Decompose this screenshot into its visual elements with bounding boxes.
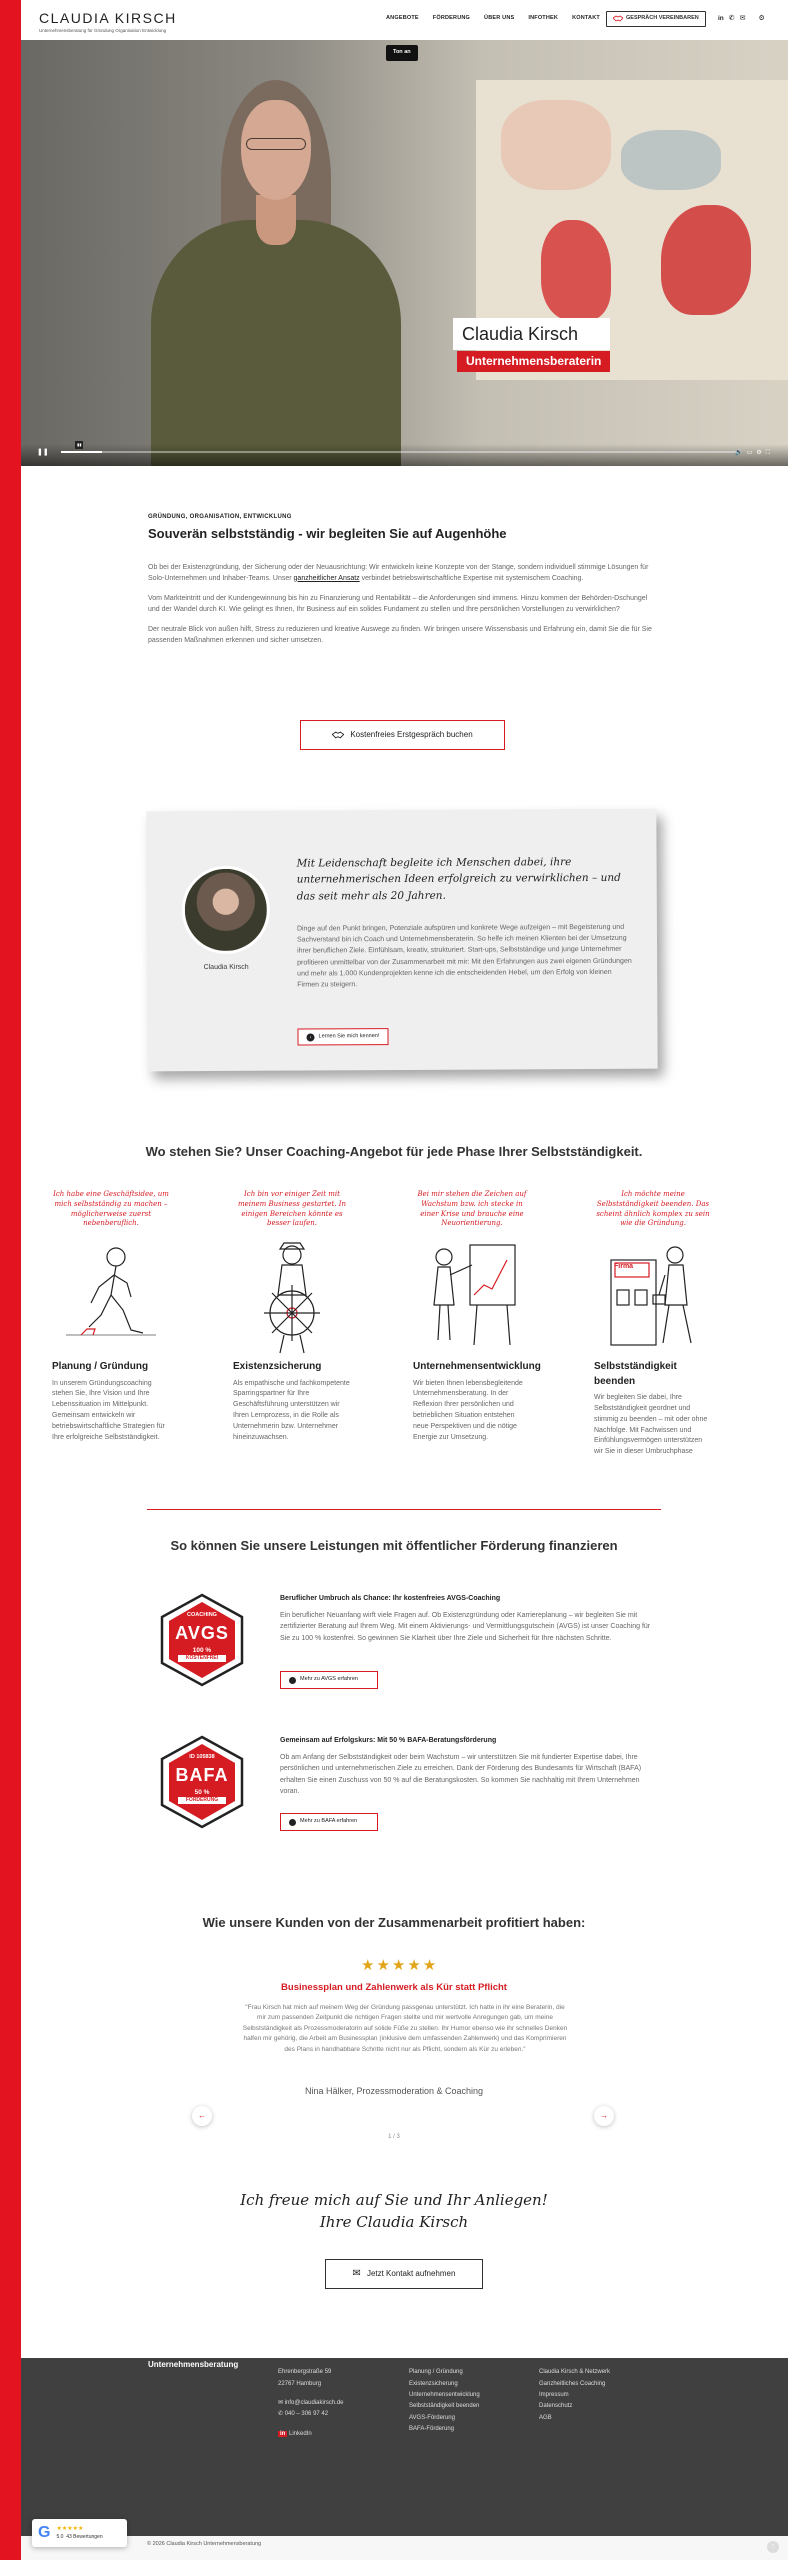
footer-about-link[interactable]: Ganzheitliches Coaching xyxy=(539,2380,606,2387)
intro-paragraph-3: Der neutrale Blick von außen hilft, Stress zu reduzieren und kreative Auswege zu finden. Wir bringen unsere Wissensbasis und Erfahrung ein, damit Sie die für Sie passenden Maßnahmen erkennen und sicher umsetzen. xyxy=(148,626,652,645)
fullscreen-icon[interactable]: ⛶ xyxy=(765,450,770,457)
testimonial-body: "Frau Kirsch hat mich auf meinem Weg der Gründung passgenau unterstützt. Ich hatte in ihr eine Beraterin, die mir zum passenden Zeitpunkt die richtigen Fragen stellte und mir wertvolle Anregungen gab, um meine Selbstständigkeit als Prozessmoderatorin auf solide Füße zu stellen. Ihr Humor ebenso wie ihr schnelles Denken halfen mir gehörig, die Arbeit am Businessplan (inklusive dem umfassenden Zahlenwerk) und das Komprimieren des Plans in handhabbare Schritte nicht nur als Pflicht, sondern als Kür zu erleben." xyxy=(242,2004,568,2053)
testimonials-title: Wie unsere Kunden von der Zusammenarbeit profitiert haben: xyxy=(202,1915,586,1930)
avatar-name: Claudia Kirsch xyxy=(203,963,249,972)
intro-text: Ob bei der Existenzgründung, der Sicherung oder der Neuausrichtung: Wir entwickeln keine Konzepte von der Stange, sondern individuell stimmige Lösungen für Solo-Unternehmen und Inhaber-Teams. Unser xyxy=(148,563,649,582)
footer-bottom-bar xyxy=(21,2533,788,2560)
closing-line-2: Ihre Claudia Kirsch xyxy=(319,2212,469,2231)
avgs-text xyxy=(280,1594,655,1644)
video-person xyxy=(131,60,421,466)
scroll-top-button[interactable]: ↑ xyxy=(767,2541,779,2553)
footer-phone-text: 040 – 306 97 42 xyxy=(284,2411,329,2418)
header-cta-button[interactable] xyxy=(606,11,706,27)
video-progress-bar[interactable] xyxy=(61,451,736,453)
arrow-right-icon: → xyxy=(600,2111,608,2121)
nav-item-ueber-uns[interactable]: ÜBER UNS xyxy=(484,15,515,21)
footer-offer-head: Beratungsangebot xyxy=(409,2349,480,2358)
star-icon: ★ xyxy=(376,1957,392,1974)
brand-tagline: Unternehmensberatung für Gründung Organisation Entwicklung xyxy=(39,28,167,34)
holistic-approach-link[interactable]: ganzheitlicher Ansatz xyxy=(293,574,360,582)
get-to-know-me-button[interactable] xyxy=(297,1028,388,1045)
intro-paragraph-1 xyxy=(148,562,658,584)
footer-offer-link[interactable]: Planung / Gründung xyxy=(409,2369,463,2376)
intro-video[interactable] xyxy=(21,40,788,466)
phase-quote: Bei mir stehen die Zeichen auf Wachstum bzw. ich stecke in einer Krise und brauche eine Neuorientierung. xyxy=(417,1190,527,1228)
footer-brand-line: Unternehmensberatung xyxy=(148,2360,239,2370)
rating-stars xyxy=(361,1955,438,1977)
star-icon: ★ xyxy=(422,1957,439,1974)
site-header xyxy=(21,0,788,40)
bafa-body: Ob am Anfang der Selbstständigkeit oder beim Wachstum – wir unterstützen Sie mit fundierter Expertise dabei, Ihre persönlichen und unternehmerischen Ziele zu erreichen. Dank der Förderung des Bundesamts für Wirtschaft (BAFA) erhalten Sie einen Zuschuss von 50 % auf die Beratungskosten. So kommen Sie nachhaltig mit Ihrem Unternehmen voran. xyxy=(280,1754,642,1795)
bafa-badge xyxy=(158,1734,246,1830)
avgs-badge-main: AVGS xyxy=(175,1623,229,1643)
bafa-more-button[interactable] xyxy=(280,1813,378,1831)
section-divider xyxy=(147,1509,661,1510)
contact-button[interactable] xyxy=(325,2259,483,2289)
footer-address-2: 22767 Hamburg xyxy=(278,2380,322,2387)
footer-contact-head: Kontakt xyxy=(278,2349,308,2358)
captions-icon[interactable]: ▭ xyxy=(746,450,753,457)
phase-description: Wir begleiten Sie dabei, Ihre Selbstständigkeit geordnet und stimmig zu beenden – mit oder ohne Nachfolge. Mit Fachwissen und Einfühlungsvermögen unterstützen wir Sie in dieser Umbruchphase xyxy=(594,1394,708,1456)
star-icon: ★ xyxy=(407,1957,423,1974)
avgs-heading: Beruflicher Umbruch als Chance: Ihr kostenfreies AVGS-Coaching xyxy=(280,1595,501,1602)
arrow-right-icon xyxy=(289,1677,296,1684)
arrow-right-icon: › xyxy=(306,1033,314,1041)
phase-quote: Ich habe eine Geschäftsidee, um mich selbstständig zu machen – möglicherweise zuerst nebenberuflich. xyxy=(53,1190,169,1228)
phase-card-security xyxy=(233,1190,351,1444)
person-neck xyxy=(256,195,296,245)
footer-email[interactable] xyxy=(278,2398,344,2409)
intro-paragraph-2: Vom Markteintritt und der Kundengewinnung bis hin zu Finanzierung und Rentabilität – die Anforderungen sind immens. Hinzu kommen der Behörden-Dschungel und der Wandel durch KI. Wie gelingt es Ihnen, Ihr Business auf ein solides Fundament zu stellen und Ihre persönlichen Vorstellungen zu verwirklichen? xyxy=(148,594,648,614)
google-stars: ★★★★★ xyxy=(56,2526,84,2533)
video-progress-fill xyxy=(61,451,102,453)
phase-card-ending xyxy=(594,1190,712,1458)
pause-icon[interactable]: ❚❚ xyxy=(37,448,49,456)
prev-testimonial-button[interactable] xyxy=(192,2106,212,2126)
bafa-badge-main: BAFA xyxy=(175,1765,229,1785)
video-name: Claudia Kirsch xyxy=(453,318,610,350)
person-face xyxy=(241,100,311,200)
footer-brand-name xyxy=(148,2348,238,2370)
get-to-know-me-label: Lernen Sie mich kennen! xyxy=(318,1032,380,1039)
settings-icon[interactable]: ⚙ xyxy=(756,450,762,457)
copyright: © 2026 Claudia Kirsch Unternehmensberatung xyxy=(147,2541,262,2547)
main-nav xyxy=(386,15,600,23)
video-role: Unternehmensberaterin xyxy=(457,351,610,372)
footer-phone[interactable] xyxy=(278,2409,344,2420)
mail-icon: ✉ xyxy=(278,2399,285,2406)
header-icons xyxy=(718,14,765,24)
painting-shape xyxy=(541,220,611,320)
mail-icon: ✉ xyxy=(352,2267,361,2279)
intro-text: verbindet betriebswirtschaftliche Expertise mit systemischem Coaching. xyxy=(359,574,584,582)
brand-name: CLAUDIA KIRSCH xyxy=(39,10,177,26)
video-name-card xyxy=(453,318,610,372)
avgs-badge-line2: KOSTENFREI xyxy=(178,1655,226,1662)
bafa-badge-line1: 50 % xyxy=(194,1789,210,1796)
google-reviews-badge[interactable] xyxy=(32,2519,127,2547)
star-icon: ★ xyxy=(361,1957,377,1974)
footer-about-link[interactable]: Impressum xyxy=(539,2391,569,2398)
bafa-badge-top: ID 105838 xyxy=(189,1754,215,1760)
phase-quote: Ich bin vor einiger Zeit mit meinem Business gestartet. In einigen Bereichen könnte es besser laufen. xyxy=(237,1190,347,1228)
leaving-office-illustration xyxy=(594,1230,712,1360)
next-testimonial-button[interactable] xyxy=(594,2106,614,2126)
testimonial-author: Nina Hälker, Prozessmoderation & Coaching xyxy=(304,2086,484,2096)
contact-button-label: Jetzt Kontakt aufnehmen xyxy=(366,2269,456,2279)
handshake-icon xyxy=(613,15,623,22)
bafa-badge-line2: FÖRDERUNG xyxy=(178,1797,226,1804)
phase-description: In unserem Gründungscoaching stehen Sie, Ihre Vision und Ihre Lebenssituation im Mittelpunkt. Gemeinsam entwickeln wir betriebswirtschaftliche Strategien für Ihre erfolgreiche Selbstständigkeit. xyxy=(52,1379,165,1441)
intro-eyebrow: GRÜNDUNG, ORGANISATION, ENTWICKLUNG xyxy=(148,514,292,520)
book-consultation-label: Kostenfreies Erstgespräch buchen xyxy=(350,730,473,740)
sound-on-button[interactable]: Ton an xyxy=(386,45,418,61)
nav-item-foerderung[interactable]: FÖRDERUNG xyxy=(432,15,471,21)
handshake-icon xyxy=(332,731,344,739)
testimonial-counter: 1 / 3 xyxy=(388,2134,400,2140)
painting-shape xyxy=(661,205,751,315)
phase-title: Existenzsicherung xyxy=(233,1361,322,1372)
mail-icon[interactable]: ✉ xyxy=(739,15,746,22)
bafa-more-label: Mehr zu BAFA erfahren xyxy=(300,1818,358,1825)
footer-about xyxy=(539,2348,610,2424)
firma-sign: Firma xyxy=(614,1263,634,1270)
book-consultation-button[interactable] xyxy=(300,720,505,750)
google-icon: G xyxy=(38,2524,51,2542)
footer-offer-link[interactable]: Selbstständigkeit beenden xyxy=(409,2403,480,2410)
phase-title: Selbstständigkeit beenden xyxy=(594,1361,677,1387)
intro-title: Souverän selbstständig - wir begleiten Sie auf Augenhöhe xyxy=(148,525,507,541)
footer-about-head: Über uns xyxy=(539,2349,574,2358)
intro-section xyxy=(148,513,658,656)
footer-address-1: Ehrenbergstraße 59 xyxy=(278,2369,332,2376)
google-meta xyxy=(56,2534,102,2541)
site-footer xyxy=(21,2358,788,2560)
footer-contact xyxy=(278,2348,344,2440)
settings-icon[interactable]: ⚙ xyxy=(758,15,765,22)
phase-card-development xyxy=(413,1190,541,1444)
footer-about-link[interactable]: AGB xyxy=(539,2414,552,2421)
avgs-badge-top: COACHING xyxy=(187,1612,217,1618)
linkedin-icon[interactable]: in xyxy=(718,15,724,22)
avgs-more-label: Mehr zu AVGS erfahren xyxy=(300,1676,358,1683)
avgs-badge xyxy=(158,1592,246,1688)
testimonial-title: Businessplan und Zahlenwerk als Kür statt Pflicht xyxy=(281,1982,507,1993)
avgs-badge-line1: 100 % xyxy=(192,1647,212,1654)
footer-offers xyxy=(409,2348,480,2436)
google-score: 5.0 xyxy=(56,2533,64,2540)
footer-offer-link[interactable]: AVGS-Förderung xyxy=(409,2414,455,2421)
closing-message xyxy=(0,2190,788,2234)
phone-icon: ✆ xyxy=(278,2411,285,2418)
nav-item-kontakt[interactable]: KONTAKT xyxy=(572,15,600,21)
arrow-right-icon xyxy=(289,1819,296,1826)
star-icon: ★ xyxy=(391,1957,408,1974)
google-reviews-count: 43 Bewertungen xyxy=(66,2533,103,2540)
phases-title: Wo stehen Sie? Unser Coaching-Angebot für jede Phase Ihrer Selbstständigkeit. xyxy=(145,1144,643,1159)
phase-title: Planung / Gründung xyxy=(52,1361,149,1372)
about-quote-card xyxy=(146,809,657,1072)
avgs-body: Ein beruflicher Neuanfang wirft viele Fragen auf. Ob Existenzgründung oder Karriereplanung – wir begleiten Sie mit zertifizierter Beratung auf Ihrem Weg. Mit einem Aktivierungs- und Vermittlungsgutschein (AVGS) ist unser Coaching für Sie zu 100 % kostenfrei. So gewinnen Sie Klarheit über Ihre Ziele und Sicherheit für Ihre nächsten Schritte. xyxy=(280,1612,651,1642)
footer-brand xyxy=(148,2348,238,2378)
person-glasses xyxy=(246,138,306,150)
footer-linkedin-text: LinkedIn xyxy=(289,2430,312,2437)
footer-offer-link[interactable]: Existenzsicherung xyxy=(409,2380,458,2387)
phase-card-planning xyxy=(52,1190,170,1444)
captain-wheel-illustration xyxy=(233,1230,351,1360)
runner-illustration xyxy=(52,1230,170,1360)
painting-shape xyxy=(621,130,721,190)
video-control-icons xyxy=(735,449,770,458)
brand-logo[interactable] xyxy=(39,8,177,35)
funding-title: So können Sie unsere Leistungen mit öffentlicher Förderung finanzieren xyxy=(170,1538,618,1553)
side-accent-strip xyxy=(0,0,21,2560)
footer-offer-link[interactable]: Unternehmensentwicklung xyxy=(409,2391,480,2398)
phase-description: Als empathische und fachkompetente Sparringspartner für Ihre Geschäftsführung unterstützen wir Ihren Lernprozess, in die Rolle als Unternehmerin bzw. Unternehmer hineinzuwachsen. xyxy=(233,1379,350,1441)
header-cta-label: GESPRÄCH VEREINBAREN xyxy=(626,15,699,21)
footer-linkedin[interactable] xyxy=(278,2429,344,2440)
footer-email-text: info@claudiakirsch.de xyxy=(284,2399,344,2406)
nav-item-infothek[interactable]: INFOTHEK xyxy=(528,15,559,21)
nav-item-angebote[interactable]: ANGEBOTE xyxy=(386,15,419,21)
volume-icon[interactable]: 🔊 xyxy=(735,450,743,457)
footer-brand-line: Claudia Kirsch xyxy=(148,2349,205,2358)
bafa-heading: Gemeinsam auf Erfolgskurs: Mit 50 % BAFA-Beratungsförderung xyxy=(280,1737,497,1744)
person-jacket xyxy=(151,220,401,466)
footer-about-link[interactable]: Datenschutz xyxy=(539,2403,573,2410)
video-controls xyxy=(21,444,788,466)
closing-line-1: Ich freue mich auf Sie und Ihr Anliegen! xyxy=(240,2191,548,2209)
footer-about-link[interactable]: Claudia Kirsch & Netzwerk xyxy=(539,2369,611,2376)
phase-description: Wir bieten Ihnen lebensbegleitende Unternehmensberatung. In der Reflexion Ihrer persönlichen und betrieblichen Situation entstehen neue Perspektiven und die nötige Energie zur Umsetzung. xyxy=(413,1379,523,1441)
phone-icon[interactable]: ✆ xyxy=(728,15,735,22)
avgs-more-button[interactable] xyxy=(280,1671,378,1689)
quote-headline: Mit Leidenschaft begleite ich Menschen dabei, ihre unternehmerischen Ideen erfolgreich zu verwirklichen – und das seit mehr als 20 Jahren. xyxy=(296,856,621,903)
quote-body: Dinge auf den Punkt bringen, Potenziale aufspüren und konkrete Wege aufzeigen – mit Begeisterung und Sachverstand bin ich Coach und Unternehmensberaterin. So helfe ich meinen Klienten bei der Umsetzung ihrer beruflichen Ziele. Einfühlsam, kreativ, strukturiert. Start-ups, Selbstständige und junge Unternehmer profitieren unmittelbar von der Zusammenarbeit mit mir: Mit den Erfahrungen aus zwei eigenen Gründungen und mehr als 1.000 Kundenprojekten kenne ich die entscheidenden Hebel, um den Erfolg von kleinen Firmen zu steigern. xyxy=(296,923,632,989)
arrow-left-icon: ← xyxy=(198,2111,206,2121)
linkedin-icon: in xyxy=(280,2430,286,2437)
phase-quote: Ich möchte meine Selbstständigkeit beenden. Das scheint ähnlich komplex zu sein wie die Gründung. xyxy=(596,1190,710,1228)
time-tooltip: ▮▮ xyxy=(77,442,82,448)
painting-shape xyxy=(501,100,611,190)
bafa-text xyxy=(280,1736,655,1797)
presentation-illustration xyxy=(413,1230,531,1360)
claudia-avatar xyxy=(182,866,270,954)
footer-offer-link[interactable]: BAFA-Förderung xyxy=(409,2426,455,2433)
phase-title: Unternehmensentwicklung xyxy=(413,1361,541,1372)
